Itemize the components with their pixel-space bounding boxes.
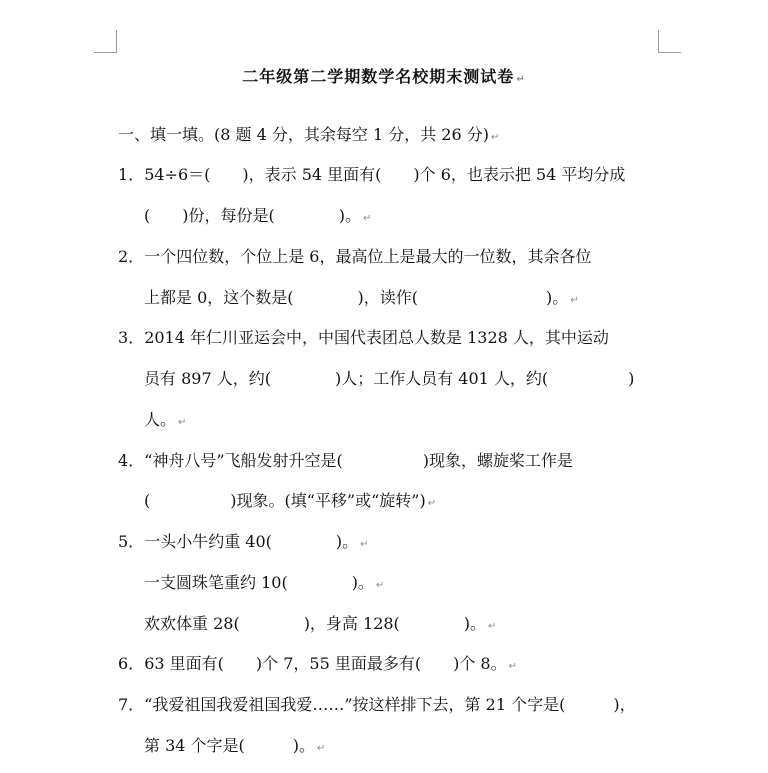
question-5-line-2: 一支圆珠笔重约 10( )。 ↵ xyxy=(144,573,385,592)
question-number: 1． xyxy=(118,165,145,184)
margin-corner-top-left xyxy=(94,30,117,53)
paragraph-mark-icon: ↵ xyxy=(508,661,517,672)
question-number: 3． xyxy=(118,328,145,347)
question-2-line-2: 上都是 0，这个数是( )，读作( )。 ↵ xyxy=(144,288,579,307)
paragraph-mark-icon: ↵ xyxy=(570,295,579,306)
document-title: 二年级第二学期数学名校期末测试卷 ↵ xyxy=(242,67,526,86)
question-3-line-3: 人。 ↵ xyxy=(144,410,187,429)
question-1-line-1: 1．54÷6＝( )，表示 54 里面有( )个 6，也表示把 54 平均分成 xyxy=(118,165,626,184)
question-5-line-3: 欢欢体重 28( )，身高 128( )。 ↵ xyxy=(144,614,497,633)
paragraph-mark-icon: ↵ xyxy=(375,580,385,591)
question-number: 7． xyxy=(118,695,145,714)
paragraph-mark-icon: ↵ xyxy=(516,74,526,85)
question-number: 5． xyxy=(118,532,145,551)
paragraph-mark-icon: ↵ xyxy=(488,621,497,632)
question-4-line-2: ( )现象。(填“平移”或“旋转”) ↵ xyxy=(144,491,437,510)
question-7-line-1: 7．“我爱祖国我爱祖国我爱……”按这样排下去，第 21 个字是( )， xyxy=(118,695,636,714)
section-heading: 一、填一填。(8 题 4 分，其余每空 1 分，共 26 分) ↵ xyxy=(118,125,500,144)
margin-corner-top-right xyxy=(658,30,681,53)
question-4-line-1: 4．“神舟八号”飞船发射升空是( )现象，螺旋桨工作是 xyxy=(118,451,574,470)
question-6-line-1: 6．63 里面有( )个 7，55 里面最多有( )个 8。 ↵ xyxy=(118,654,517,673)
question-2-line-1: 2．一个四位数，个位上是 6，最高位上是最大的一位数，其余各位 xyxy=(118,247,592,266)
question-number: 4． xyxy=(118,451,145,470)
question-3-line-2: 员有 897 人，约( )人；工作人员有 401 人，约( ) xyxy=(144,369,635,388)
question-5-line-1: 5．一头小牛约重 40( )。 ↵ xyxy=(118,532,369,551)
question-7-line-2: 第 34 个字是( )。 ↵ xyxy=(144,736,326,755)
paragraph-mark-icon: ↵ xyxy=(178,417,187,428)
question-number: 2． xyxy=(118,247,145,266)
paragraph-mark-icon: ↵ xyxy=(360,539,369,550)
paragraph-mark-icon: ↵ xyxy=(491,132,500,143)
question-1-line-2: ( )份，每份是( )。 ↵ xyxy=(144,206,372,225)
paragraph-mark-icon: ↵ xyxy=(362,213,372,224)
question-number: 6． xyxy=(118,654,145,673)
question-3-line-1: 3．2014 年仁川亚运会中，中国代表团总人数是 1328 人，其中运动 xyxy=(118,328,609,347)
paragraph-mark-icon: ↵ xyxy=(427,498,437,509)
paragraph-mark-icon: ↵ xyxy=(317,743,326,754)
